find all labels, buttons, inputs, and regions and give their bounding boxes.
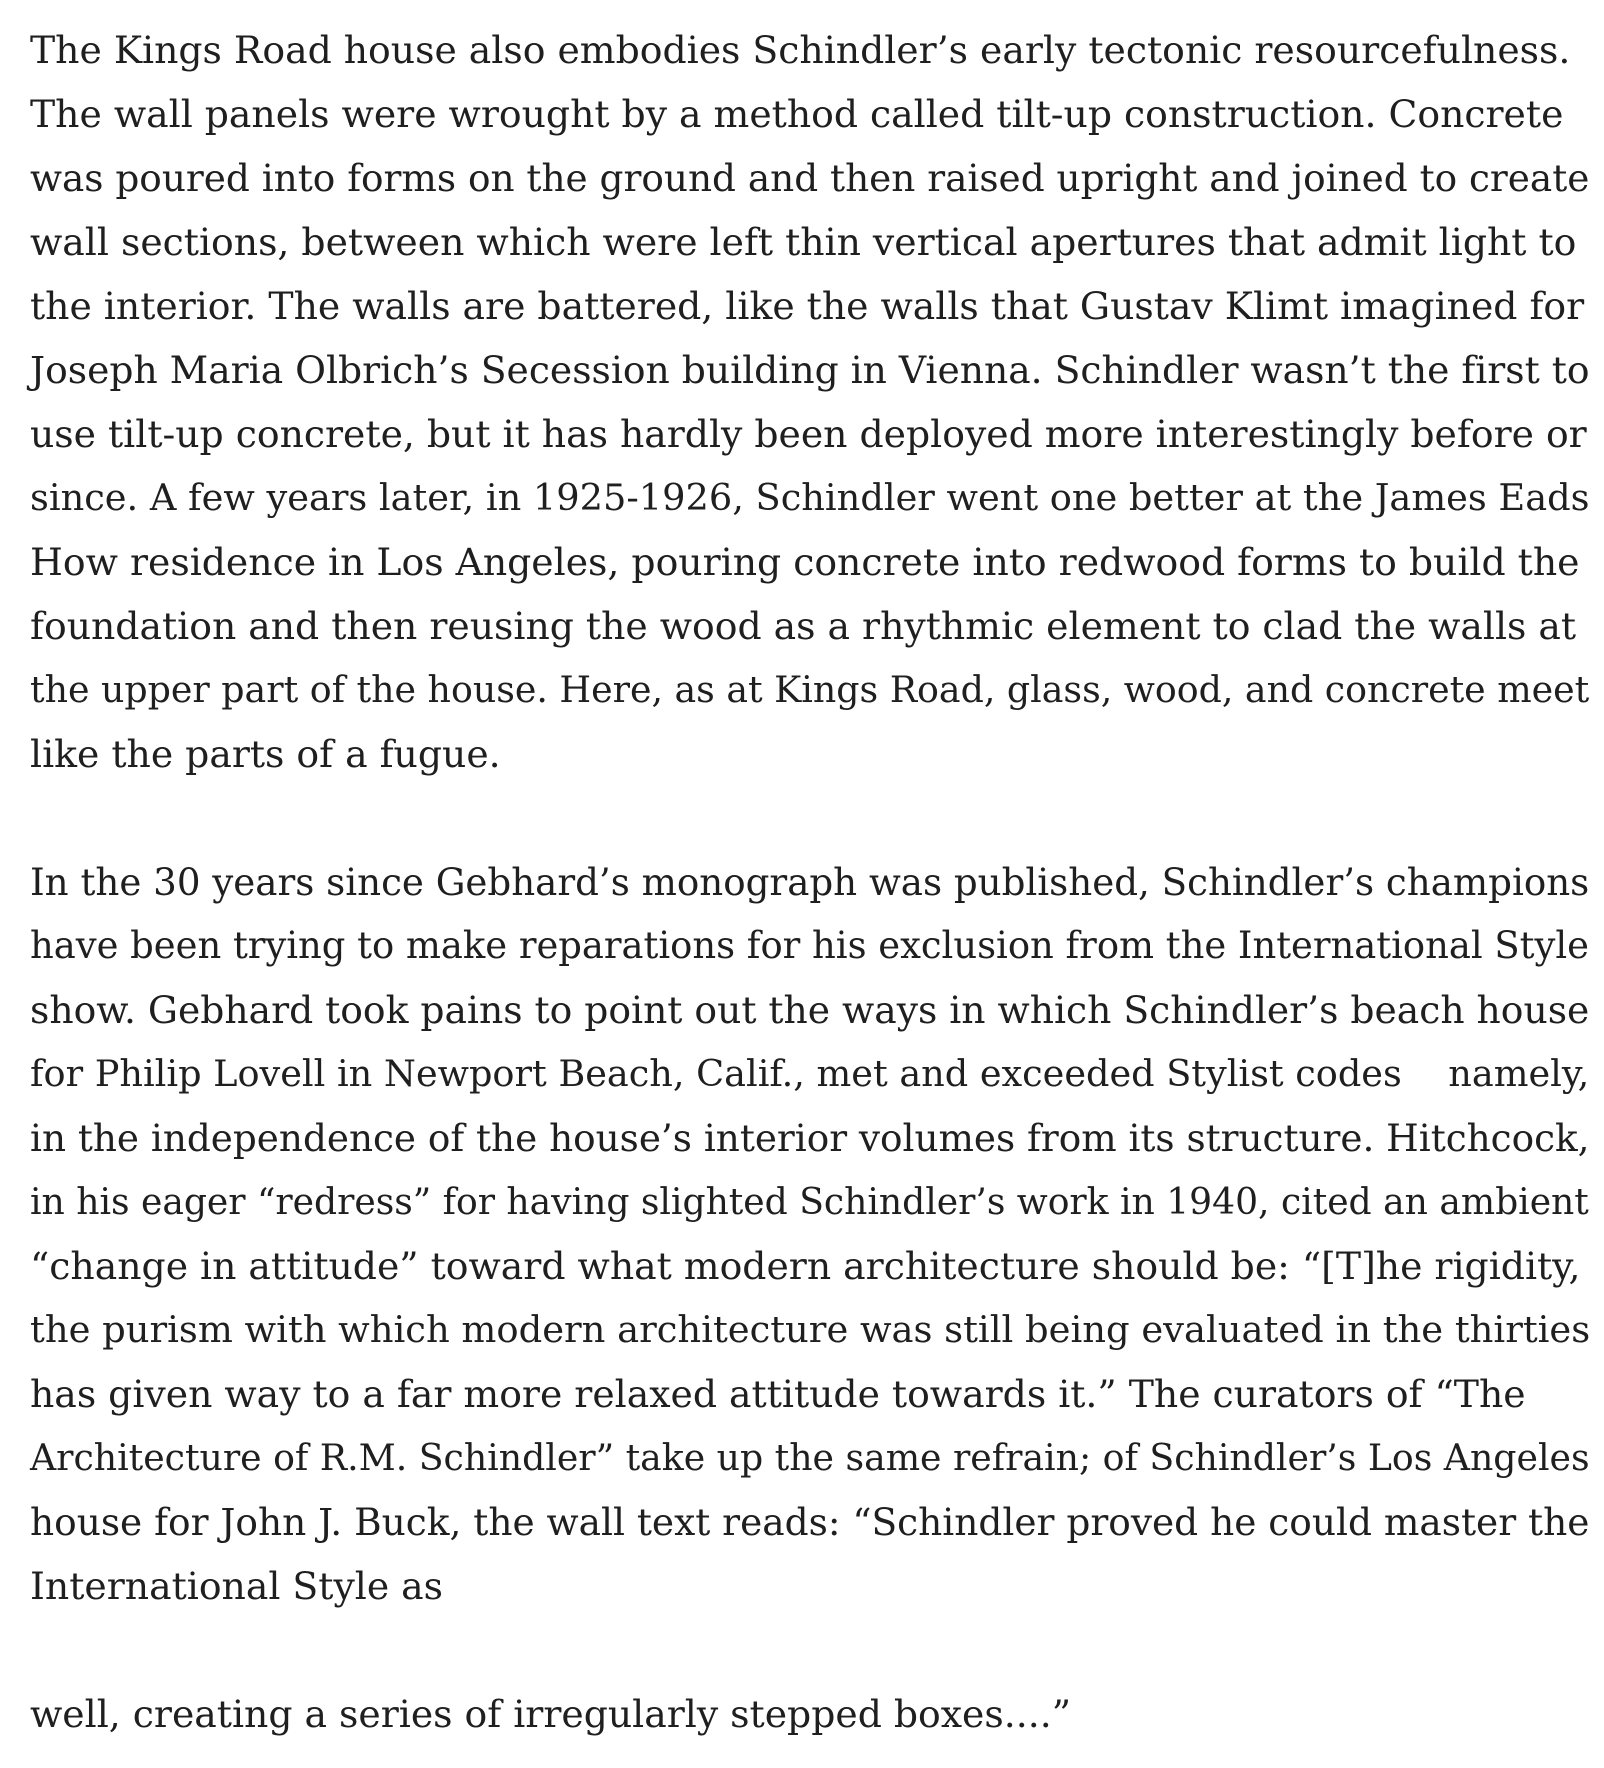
text-line: The wall panels were wrought by a method called tilt-up construction. Concrete bbox=[30, 92, 1564, 136]
text-line: International Style as bbox=[30, 1564, 444, 1608]
text-line: wall sections, between which were left thin vertical apertures that admit light to bbox=[30, 220, 1577, 264]
text-line: in his eager “redress” for having slighted Schindler’s work in 1940, cited an ambient bbox=[30, 1180, 1589, 1223]
text-line: How residence in Los Angeles, pouring concrete into redwood forms to build the bbox=[30, 540, 1580, 584]
text-line: has given way to a far more relaxed attitude towards it.” The curators of “The bbox=[30, 1372, 1526, 1416]
text-line: like the parts of a fugue. bbox=[30, 732, 501, 776]
paragraph-gebhard-monograph bbox=[30, 850, 1600, 1618]
text-line: house for John J. Buck, the wall text reads: “Schindler proved he could master the bbox=[30, 1500, 1590, 1544]
text-line: foundation and then reusing the wood as a rhythmic element to clad the walls at bbox=[30, 604, 1577, 648]
text-line: the upper part of the house. Here, as at Kings Road, glass, wood, and concrete meet bbox=[30, 668, 1590, 711]
article-body bbox=[30, 18, 1600, 1746]
text-line: In the 30 years since Gebhard’s monograph was published, Schindler’s champions bbox=[30, 860, 1590, 904]
text-line: show. Gebhard took pains to point out the ways in which Schindler’s beach house bbox=[30, 988, 1590, 1032]
text-line: the interior. The walls are battered, like the walls that Gustav Klimt imagined for bbox=[30, 284, 1585, 328]
text-line: well, creating a series of irregularly stepped boxes....” bbox=[30, 1692, 1072, 1736]
paragraph-stepped-boxes bbox=[30, 1682, 1600, 1746]
text-line: for Philip Lovell in Newport Beach, Calif., met and exceeded Stylist codes namely, bbox=[30, 1052, 1590, 1095]
text-line: The Kings Road house also embodies Schindler’s early tectonic resourcefulness. bbox=[30, 28, 1571, 72]
text-line: have been trying to make reparations for his exclusion from the International Style bbox=[30, 924, 1589, 967]
text-line: in the independence of the house’s interior volumes from its structure. Hitchcock, bbox=[30, 1116, 1590, 1160]
paragraph-spacer bbox=[30, 1618, 1600, 1682]
text-line: the purism with which modern architecture was still being evaluated in the thirties bbox=[30, 1308, 1591, 1351]
text-line: was poured into forms on the ground and then raised upright and joined to create bbox=[30, 156, 1590, 200]
paragraph-tilt-up-construction bbox=[30, 18, 1600, 786]
paragraph-spacer bbox=[30, 786, 1600, 850]
text-line: since. A few years later, in 1925-1926, Schindler went one better at the James Eads bbox=[30, 476, 1590, 519]
text-line: Architecture of R.M. Schindler” take up the same refrain; of Schindler’s Los Angeles bbox=[30, 1436, 1590, 1479]
text-line: “change in attitude” toward what modern architecture should be: “[T]he rigidity, bbox=[30, 1244, 1581, 1288]
text-line: use tilt-up concrete, but it has hardly been deployed more interestingly before or bbox=[30, 412, 1587, 456]
text-line: Joseph Maria Olbrich’s Secession building in Vienna. Schindler wasn’t the first to bbox=[30, 348, 1590, 392]
